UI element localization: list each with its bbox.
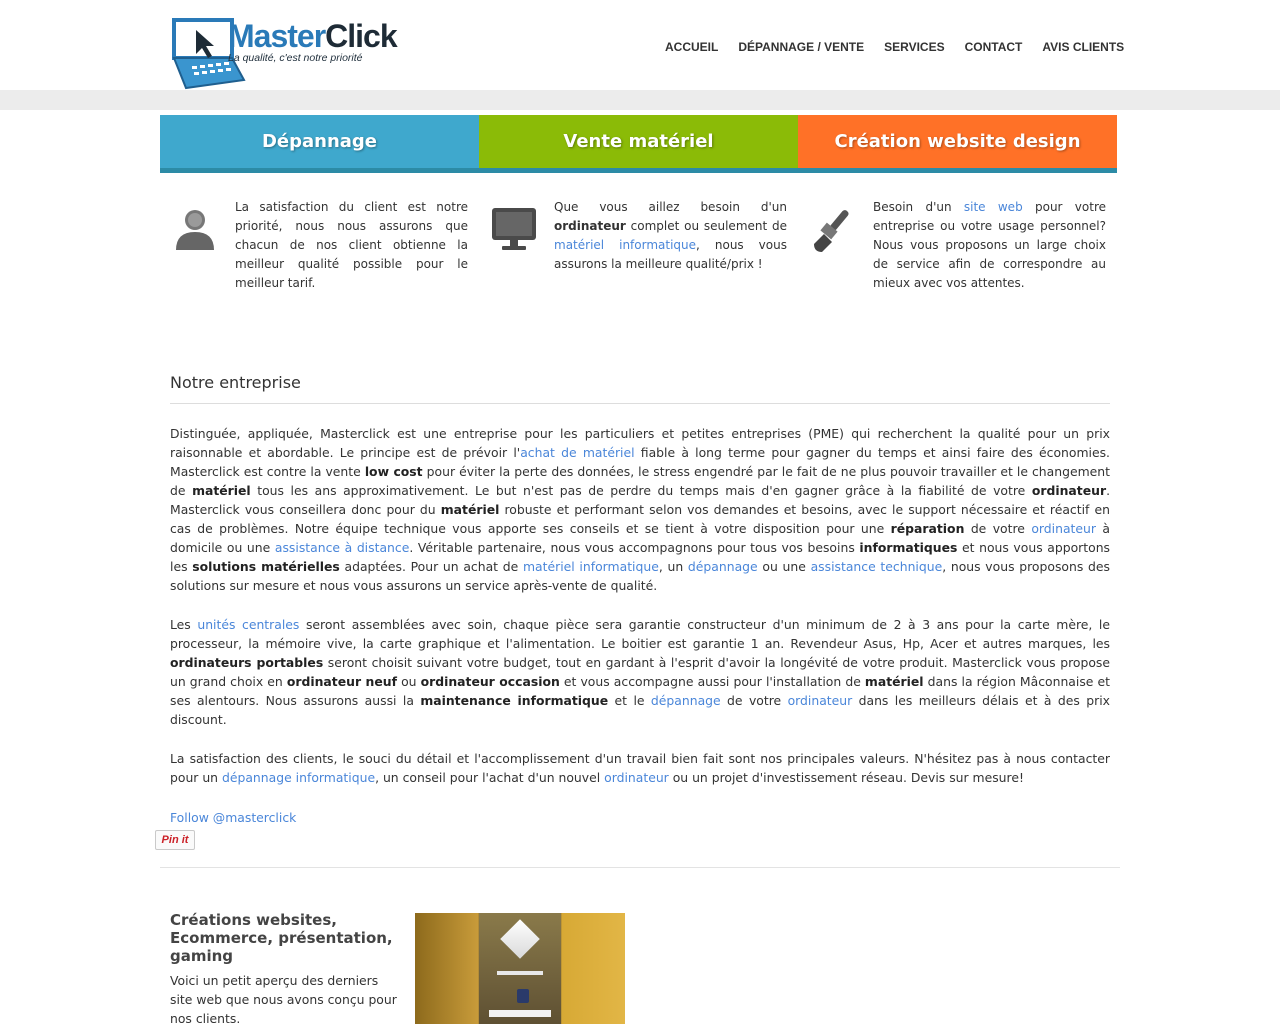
header-band	[0, 90, 1280, 110]
pinit-button[interactable]: Pin it	[155, 830, 195, 850]
link-ordinateur[interactable]: ordinateur	[787, 693, 853, 708]
link-depannage[interactable]: dépannage	[650, 693, 721, 708]
service-tabs	[160, 115, 1117, 174]
nav-avis-clients[interactable]: AVIS CLIENTS	[1042, 40, 1125, 54]
link-site-web[interactable]: site web	[963, 200, 1023, 214]
portfolio-text: Voici un petit aperçu des derniers site web que nous avons conçu pour nos clients.	[170, 973, 397, 1026]
users-icon	[170, 204, 220, 254]
portfolio-thumbnail[interactable]	[415, 913, 625, 1024]
nav-services[interactable]: SERVICES	[884, 40, 945, 54]
link-ordinateur[interactable]: ordinateur	[1031, 521, 1096, 536]
nav-depannage-vente[interactable]: DÉPANNAGE / VENTE	[738, 40, 865, 54]
link-ordinateur[interactable]: ordinateur	[604, 770, 669, 785]
follow-link[interactable]: Follow @masterclick	[170, 810, 297, 825]
shield-icon	[517, 989, 529, 1003]
link-materiel-informatique[interactable]: matériel informatique	[554, 238, 697, 252]
tab-vente-materiel[interactable]: Vente matériel	[479, 115, 798, 173]
link-materiel-informatique[interactable]: matériel informatique	[522, 559, 659, 574]
section-title: Notre entreprise	[170, 373, 301, 392]
link-depannage[interactable]: dépannage	[687, 559, 758, 574]
link-assistance-technique[interactable]: assistance technique	[810, 559, 943, 574]
logo[interactable]	[170, 14, 410, 90]
tab-depannage[interactable]: Dépannage	[160, 115, 479, 173]
nav-accueil[interactable]: ACCUEIL	[665, 40, 719, 54]
portfolio-title: Créations websites, Ecommerce, présentation, gaming	[170, 911, 393, 965]
thumbnail-input	[489, 1010, 551, 1017]
divider	[160, 867, 1120, 868]
logo-wordmark: MasterClick	[228, 18, 397, 54]
link-achat-materiel[interactable]: achat de matériel	[520, 445, 635, 460]
site-header	[0, 0, 1280, 90]
link-unites-centrales[interactable]: unités centrales	[197, 617, 300, 632]
nav-contact[interactable]: CONTACT	[964, 40, 1023, 54]
link-depannage-informatique[interactable]: dépannage informatique	[221, 770, 376, 785]
tab-creation-website[interactable]: Création website design	[798, 115, 1117, 173]
paintbrush-icon	[808, 204, 858, 254]
feature-text: La satisfaction du client est notre priorité, nous nous assurons que chacun de nos client obtienne la meilleur qualité possible pour le meilleur tarif.	[235, 200, 468, 290]
paragraph-unites: Les unités centrales seront assemblées avec soin, chaque pièce sera garantie constructeur d'un minimum de 2 à 3 ans pour la carte mère, le processeur, la mémoire vive, la carte graphique et l'alimentation. Le boitier est garantie 1 an. Revendeur Asus, Hp, Acer et autres marques, les ordinateurs portables seront choisit suivant votre budget, tout en gardant à l'esprit d'avoir la longévité de votre produit. Masterclick vous propose un grand choix en ordinateur neuf ou ordinateur occasion et vous accompagne aussi pour l'installation de matériel dans la région Mâconnaise et ses alentours. Nous assurons aussi la maintenance informatique et le dépannage de votre ordinateur dans les meilleurs délais et à des prix discount.	[170, 617, 1111, 727]
logo-tagline: La qualité, c'est notre priorité	[228, 52, 363, 64]
feature-text: Besoin d'un site web pour votre entreprise ou votre usage personnel? Nous vous proposons un large choix de service afin de correspondre au mieux avec vos attentes.	[873, 200, 1106, 290]
paragraph-satisfaction: La satisfaction des clients, le souci du détail et l'accomplissement d'un travail bien fait sont nos principales valeurs. N'hésitez pas à nous contacter pour un dépannage informatique, un conseil pour l'achat d'un nouvel ordinateur ou un projet d'investissement réseau. Devis sur mesure!	[170, 751, 1110, 785]
feature-text: Que vous aillez besoin d'un ordinateur complet ou seulement de matériel informatique, nous vous assurons la meilleure qualité/prix !	[554, 200, 787, 271]
main-nav	[665, 40, 1144, 54]
divider	[170, 403, 1110, 404]
monitor-icon	[489, 204, 539, 254]
thumbnail-title-bar	[497, 971, 543, 975]
link-assistance-distance[interactable]: assistance à distance	[274, 540, 410, 555]
paragraph-intro: Distinguée, appliquée, Masterclick est une entreprise pour les particuliers et petites entreprises (PME) qui recherchent la qualité pour un prix raisonnable et abordable. Le principe est de prévoir l'achat de matériel fiable à long terme pour gagner du temps et ainsi faire des économies. Masterclick est contre la vente low cost pour éviter la perte des données, le stress engendré par le fait de ne plus pouvoir travailler et le changement de matériel tous les ans approximativement. Le but n'est pas de perdre du temps mais d'en gagner grâce à la fiabilité de votre ordinateur. Masterclick vous conseillera donc pour du matériel robuste et performant selon vos demandes et besoins, avec le support nécessaire et réactif en cas de problèmes. Notre équipe technique vous apporte ses conseils et se tient à votre disposition pour une réparation de votre ordinateur à domicile ou une assistance à distance. Véritable partenaire, nous vous accompagnons pour tous vos besoins informatiques et nous vous apportons les solutions matérielles adaptées. Pour un achat de matériel informatique, un dépannage ou une assistance technique, nous vous proposons des solutions sur mesure et nous vous assurons un service après-vente de qualité.	[170, 426, 1111, 593]
